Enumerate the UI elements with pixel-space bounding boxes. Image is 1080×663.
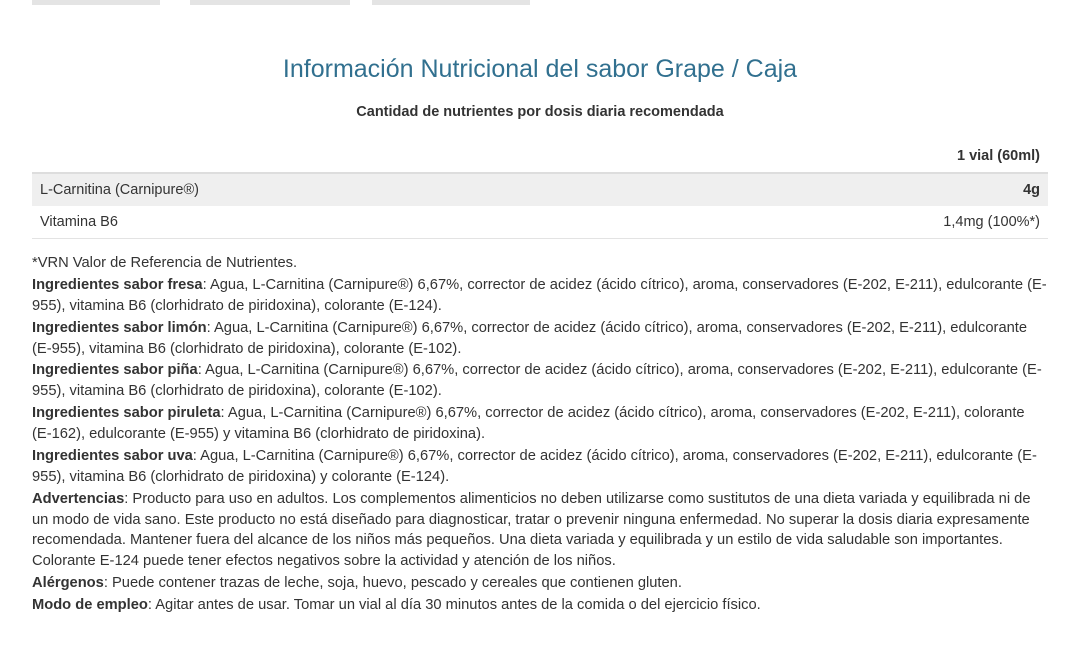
note-text: : Agua, L-Carnitina (Carnipure®) 6,67%, corrector de acidez (ácido cítrico), aroma, conservadores (E-202, E-211), edulcorante (E-955), vitamina B6 (clorhidrato de piridoxina), colorante (E-102). [32, 362, 1042, 400]
tab-strip-segment-3[interactable] [372, 0, 530, 5]
note-label: Ingredientes sabor piruleta [32, 405, 221, 422]
note-text: : Producto para uso en adultos. Los complementos alimenticios no deben utilizarse como sustitutos de una dieta variada y equilibrada ni de un modo de vida sano. Este producto no está diseñado para diagnosticar, tratar o prevenir ninguna enfermedad. No superar la dosis diaria expresamente recomendada. Mantener fuera del alcance de los niños más pequeños. Una dieta variada y equilibrada y un estilo de vida saludable son importantes. Colorante E-124 puede tener efectos negativos sobre la actividad y atención de los niños. [32, 490, 1031, 570]
note-label: Ingredientes sabor piña [32, 362, 198, 379]
document-content [0, 6, 1080, 616]
cell-nutrient-amount: 4g [1023, 182, 1040, 198]
note-text: : Puede contener trazas de leche, soja, huevo, pescado y cereales que contienen gluten. [103, 575, 682, 592]
note-label: Ingredientes sabor limón [32, 319, 207, 336]
note-ingredientes-fresa [32, 275, 1048, 317]
note-label: Alérgenos [32, 575, 104, 592]
note-text: : Agua, L-Carnitina (Carnipure®) 6,67%, corrector de acidez (ácido cítrico), aroma, conservadores (E-202, E-211), colorante (E-162), edulcorante (E-955) y vitamina B6 (clorhidrato de piridoxina). [32, 405, 1025, 442]
page-title: Información Nutricional del sabor Grape / Caja [282, 55, 798, 83]
cell-nutrient-name: L-Carnitina (Carnipure®) [40, 182, 199, 198]
cell-nutrient-name: Vitamina B6 [32, 206, 650, 239]
note-label: Advertencias [32, 490, 125, 507]
note-label: Modo de empleo [32, 597, 148, 613]
table-row [32, 206, 1048, 239]
vrn-note: *VRN Valor de Referencia de Nutrientes. [32, 255, 298, 271]
table-row [32, 173, 1048, 206]
column-header-nutrient [32, 140, 650, 173]
notes-section [32, 253, 1048, 616]
table-header-row [32, 140, 1048, 173]
note-ingredientes-pina [32, 360, 1048, 402]
note-label: Ingredientes sabor uva [32, 447, 193, 464]
nutrition-table-head [32, 140, 1048, 173]
note-ingredientes-piruleta [32, 403, 1048, 445]
note-text: : Agua, L-Carnitina (Carnipure®) 6,67%, corrector de acidez (ácido cítrico), aroma, conservadores (E-202, E-211), edulcorante (E-955), vitamina B6 (clorhidrato de piridoxina) y colorante (E-124). [32, 447, 1037, 485]
note-ingredientes-uva [32, 446, 1048, 488]
tab-strip-segment-1[interactable] [32, 0, 160, 5]
cell-nutrient-amount: 1,4mg (100%*) [650, 206, 1048, 239]
nutrition-table [32, 140, 1048, 239]
note-ingredientes-limon [32, 318, 1048, 360]
note-text: : Agua, L-Carnitina (Carnipure®) 6,67%, corrector de acidez (ácido cítrico), aroma, conservadores (E-202, E-211), edulcorante (E-955), vitamina B6 (clorhidrato de piridoxina), colorante (E-124). [32, 276, 1047, 314]
note-alergenos [32, 573, 1048, 594]
tab-strip-segment-2[interactable] [190, 0, 350, 5]
note-text: : Agua, L-Carnitina (Carnipure®) 6,67%, corrector de acidez (ácido cítrico), aroma, conservadores (E-202, E-211), edulcorante (E-955), vitamina B6 (clorhidrato de piridoxina), colorante (E-102). [32, 319, 1028, 357]
note-advertencias [32, 489, 1048, 573]
column-header-serving: 1 vial (60ml) [650, 140, 1048, 173]
note-text: : Agitar antes de usar. Tomar un vial al día 30 minutos antes de la comida o del ejercicio físico. [147, 597, 761, 613]
nutrition-table-body [32, 173, 1048, 239]
page-subtitle: Cantidad de nutrientes por dosis diaria recomendada [356, 104, 724, 120]
note-label: Ingredientes sabor fresa [32, 276, 203, 293]
note-modo-de-empleo [32, 595, 1048, 616]
